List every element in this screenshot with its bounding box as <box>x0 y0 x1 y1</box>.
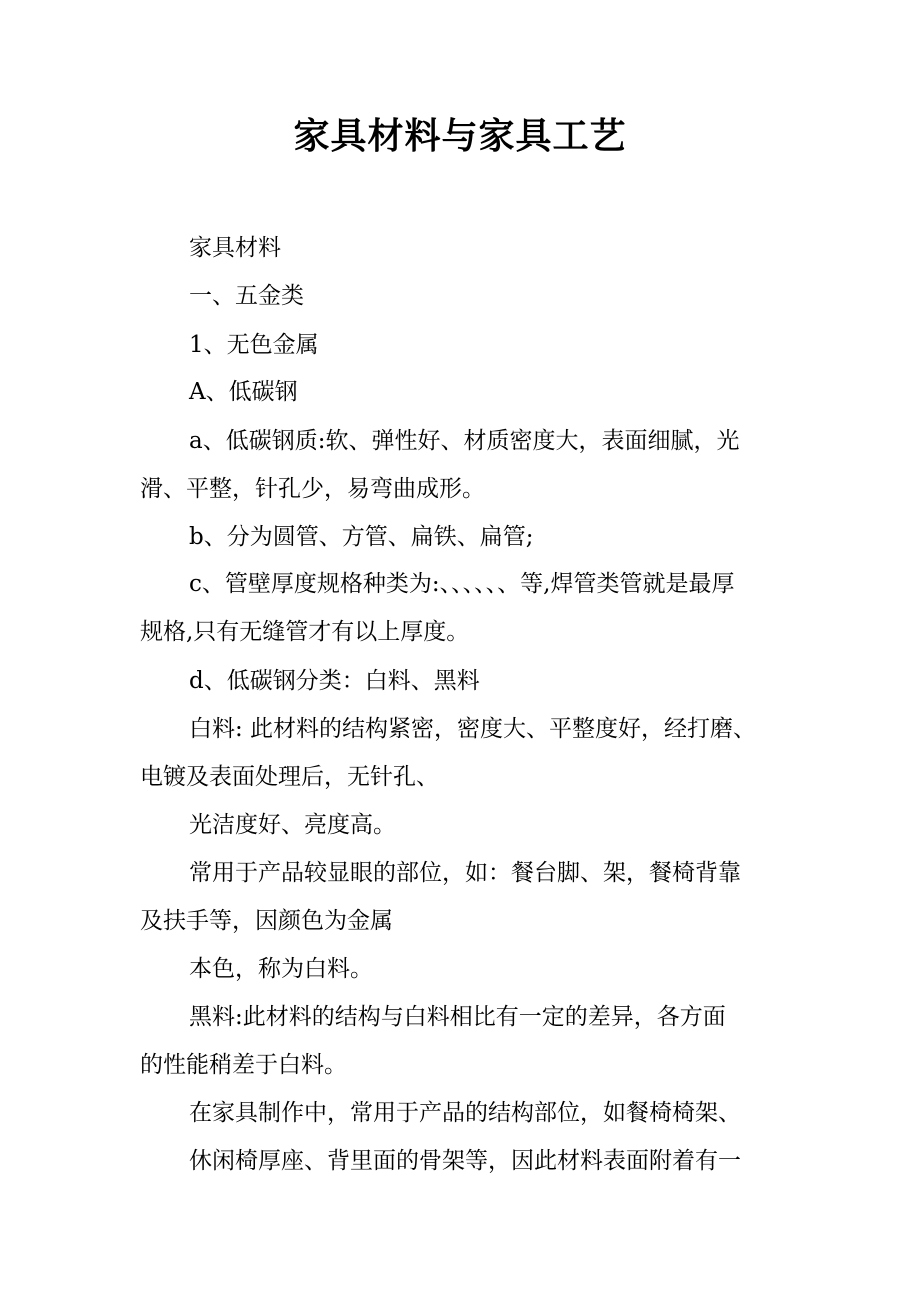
item-heading: A、低碳钢 <box>189 379 298 405</box>
section-heading: 家具材料 <box>189 235 281 261</box>
paragraph-line: 在家具制作中，常用于产品的结构部位，如餐椅椅架、 <box>189 1100 741 1126</box>
paragraph-line: 本色，称为白料。 <box>189 956 373 982</box>
paragraph-line: 电镀及表面处理后，无针孔、 <box>140 764 439 790</box>
paragraph-line: 白料: 此材料的结构紧密，密度大、平整度好，经打磨、 <box>189 716 757 742</box>
paragraph-line: 规格,只有无缝管才有以上厚度。 <box>140 619 470 645</box>
paragraph-line: 的性能稍差于白料。 <box>140 1052 347 1078</box>
document-title: 家具材料与家具工艺 <box>293 115 627 157</box>
paragraph-line: d、低碳钢分类：白料、黑料 <box>189 668 480 694</box>
subcategory-heading: 1、无色金属 <box>189 332 319 358</box>
paragraph-line: 黑料:此材料的结构与白料相比有一定的差异，各方面 <box>189 1004 726 1030</box>
category-heading: 一、五金类 <box>189 283 304 309</box>
paragraph-line: 滑、平整，针孔少，易弯曲成形。 <box>140 476 485 502</box>
paragraph-line: 常用于产品较显眼的部位，如：餐台脚、架，餐椅背靠 <box>189 860 741 886</box>
paragraph-line: 光洁度好、亮度高。 <box>189 812 396 838</box>
paragraph-line: b、分为圆管、方管、扁铁、扁管; <box>189 524 534 550</box>
paragraph-line: c、管壁厚度规格种类为:、、、、、、等,焊管类管就是最厚 <box>189 571 735 597</box>
paragraph-line: 及扶手等，因颜色为金属 <box>140 908 393 934</box>
paragraph-line: 休闲椅厚座、背里面的骨架等，因此材料表面附着有一 <box>189 1148 741 1174</box>
paragraph-line: a、低碳钢质:软、弹性好、材质密度大，表面细腻，光 <box>189 428 740 454</box>
